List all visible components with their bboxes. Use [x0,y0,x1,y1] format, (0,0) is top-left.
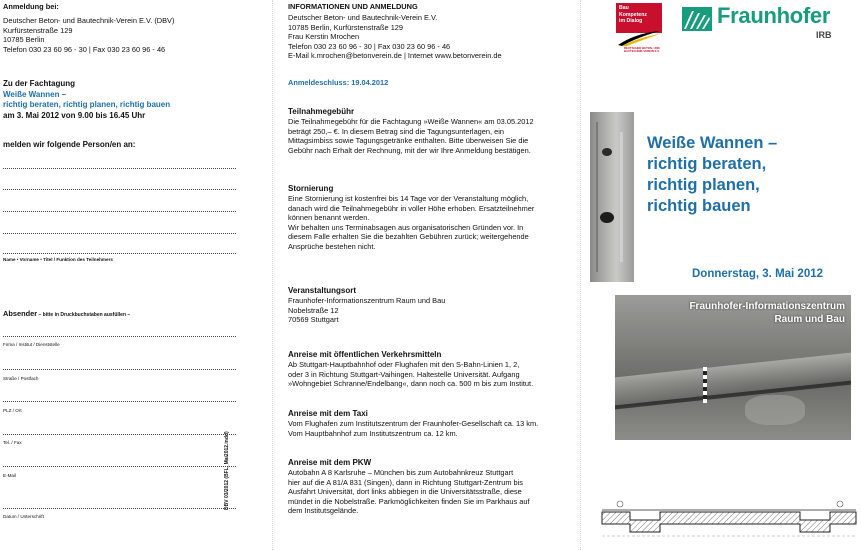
section-car [288,458,580,516]
dbv-swoosh-icon [616,29,662,47]
recipient-address [3,16,174,54]
photo-detail [615,353,851,408]
section-title: Anreise mit dem PKW [288,458,372,467]
section-line: Ab Stuttgart-Hauptbahnhof oder Flughafen mit den S-Bahn-Linien 1, 2, [288,360,520,369]
field-label: E-Mail [3,473,17,478]
section-line: Nobelstraße 12 [288,305,339,315]
info-heading: INFORMATIONEN UND ANMELDUNG [288,2,418,11]
company-field[interactable] [3,336,236,337]
event-date: am 3. Mai 2012 von 9.00 bis 16.45 Uhr [3,110,146,120]
section-line: Vom Flughafen zum Institutszentrum der Fraunhofer-Gesellschaft ca. 13 km. [288,419,539,428]
section-title: Anreise mit dem Taxi [288,409,368,418]
field-label: PLZ / Ort [3,408,22,413]
event-block [3,79,170,121]
section-line: 70569 Stuttgart [288,315,339,325]
address-line: Deutscher Beton- und Bautechnik-Verein E.V. (DBV) [3,16,175,25]
photo-detail [620,132,623,262]
section-line: Wir behalten uns Terminabsagen aus organisatorischen Gründen vor. In [288,222,524,232]
section-line: Gebühr nach Erhalt der Rechnung, mit der wir Ihre Anmeldung bestätigen. [288,145,531,155]
photo-detail [600,212,614,223]
fraunhofer-mark-icon [682,7,712,31]
address-line: 10785 Berlin [3,35,45,45]
cover-title [647,133,777,217]
section-cancellation [288,184,580,252]
address-line: Telefon 030 23 60 96 - 30 | Fax 030 23 60 96 - 46 [3,44,166,54]
phone-fax-field[interactable] [3,434,236,435]
section-title: Stornierung [288,184,334,193]
email-field[interactable] [3,466,236,467]
fraunhofer-wordmark: Fraunhofer [717,3,831,28]
contact-line: Telefon 030 23 60 96 - 30 | Fax 030 23 60 96 - 46 [288,41,451,51]
section-title: Veranstaltungsort [288,286,357,295]
section-line: Vom Hauptbahnhof zum Institutszentrum ca. 12 km. [288,428,458,438]
section-line: Ansprüche bestehen nicht. [288,241,376,251]
event-title: Weiße Wannen – [3,89,67,99]
section-line: Eine Stornierung ist kostenfrei bis 14 Tage vor der Veranstaltung möglich, [288,194,529,203]
cover-title-line: richtig planen, [647,176,760,194]
section-line: »Wohngebiet Schranne/Endelbang«, dann noch ca. 500 m bis zum Institut. [288,379,534,389]
measuring-rod [703,367,707,403]
field-label: Straße / Postfach [3,376,39,381]
section-line: Die Teilnahmegebühr für die Fachtagung »Weiße Wannen« am 03.05.2012 [288,117,534,126]
dbv-logo-line: Kompetenz [619,11,647,18]
event-intro: Zu der Fachtagung [3,79,75,88]
section-taxi [288,409,580,438]
section-title: Teilnahmegebühr [288,107,355,116]
section-public-transport [288,350,580,389]
field-label: Datum / Unterschrift [3,514,44,519]
section-line: oder 3 in Richtung Stuttgart-Vaihingen. Haltestelle Universität. Aufgang [288,369,520,379]
section-title: Anreise mit öffentlichen Verkehrsmitteln [288,350,442,359]
register-label: melden wir folgende Person/en an: [3,140,136,149]
sender-label: Absender [3,309,38,318]
irb-label: IRB [816,30,832,40]
cover-title-line: richtig bauen [647,197,751,215]
section-line: können benannt werden. [288,213,370,223]
contact-line: Deutscher Beton- und Bautechnik-Verein E.V. [288,13,438,22]
section-line: dem Institutsgelände. [288,506,359,516]
dbv-logo-small-line: DEUTSCHER BETON- UND [624,46,660,50]
section-line: Ausfahrt Universität, dort links abbiegen in die Universitätsstraße, diese [288,487,522,497]
photo-detail [596,122,598,272]
print-code: DBV 03/2012 (BFL_Mai2012.indd) [224,431,230,510]
registration-deadline: Anmeldeschluss: 19.04.2012 [288,78,389,87]
contact-line: E-Mail k.mrochen@betonverein.de | Internet www.betonverein.de [288,51,502,61]
dbv-logo-line: im Dialog [619,18,643,25]
cover-title-line: richtig beraten, [647,155,767,173]
site-photo [615,295,851,440]
photo-detail [745,395,805,425]
date-signature-field[interactable] [3,508,236,509]
participant-line[interactable] [3,233,236,234]
sender-hint: – bitte in Druckbuchstaben ausfüllen – [37,312,131,318]
city-field[interactable] [3,401,236,402]
photo-caption-line: Raum und Bau [774,314,845,325]
field-label: Firma / Institut / Dienststelle [3,342,60,347]
section-line: mündet in die Nobelstraße. Parkmöglichkeiten finden Sie im Parkhaus auf [288,496,530,506]
info-column [282,0,582,550]
section-fee [288,107,580,155]
contact-block [288,13,502,61]
section-line: Fraunhofer-Informationszentrum Raum und Bau [288,296,446,305]
concrete-wall-photo [590,112,634,282]
dbv-logo-small [624,47,660,54]
cover-date: Donnerstag, 3. Mai 2012 [692,268,824,280]
street-field[interactable] [3,369,236,370]
contact-line: Frau Kerstin Mrochen [288,32,360,42]
participant-line[interactable] [3,168,236,169]
section-line: beträgt 250,– €. In diesem Betrag sind die Tagungsunterlagen, ein [288,126,504,136]
event-subtitle: richtig beraten, richtig planen, richtig bauen [3,100,171,109]
section-venue [288,286,580,325]
photo-caption-line: Fraunhofer-Informationszentrum [689,301,845,312]
sender-heading [3,309,130,318]
fraunhofer-logo [682,5,857,45]
field-label: Tel. / Fax [3,440,22,445]
section-line: Autobahn A 8 Karlsruhe – München bis zum Autobahnkreuz Stuttgart [288,468,514,477]
contact-line: 10785 Berlin, Kurfürstenstraße 129 [288,22,404,32]
photo-caption [689,300,845,326]
participant-line[interactable] [3,189,236,190]
cover-title-line: Weiße Wannen – [647,134,778,152]
photo-detail [602,148,612,156]
section-line: hier auf die A 81/A 831 (Singen), dann in Richtung Stuttgart-Zentrum bis [288,477,523,487]
participant-caption: Name • Vorname • Titel / Funktion des Teilnehmers [3,257,113,262]
dbv-logo-small-line: BAUTECHNIK-VEREIN E.V. [624,49,660,54]
address-line: Kurfürstenstraße 129 [3,25,73,35]
foundation-section-drawing [600,494,858,540]
dbv-logo-line: Bau [619,5,629,11]
section-line: Mittagsimbiss sowie Tagungsgetränke enthalten. Bitte überweisen Sie die [288,136,529,146]
section-line: danach wird die Teilnahmegebühr in voller Höhe erhoben. Ersatzteilnehmer [288,203,535,213]
participant-line[interactable] [3,253,236,254]
section-line: diesem Falle erhalten Sie die bezahlten Gebühren zurück; weitergehende [288,232,529,242]
form-title: Anmeldung bei: [3,2,59,11]
fold-line [272,0,273,550]
registration-form [0,0,262,550]
dbv-logo [616,3,662,55]
cover-panel [586,0,861,550]
dbv-logo-text [619,5,647,25]
participant-line[interactable] [3,211,236,212]
